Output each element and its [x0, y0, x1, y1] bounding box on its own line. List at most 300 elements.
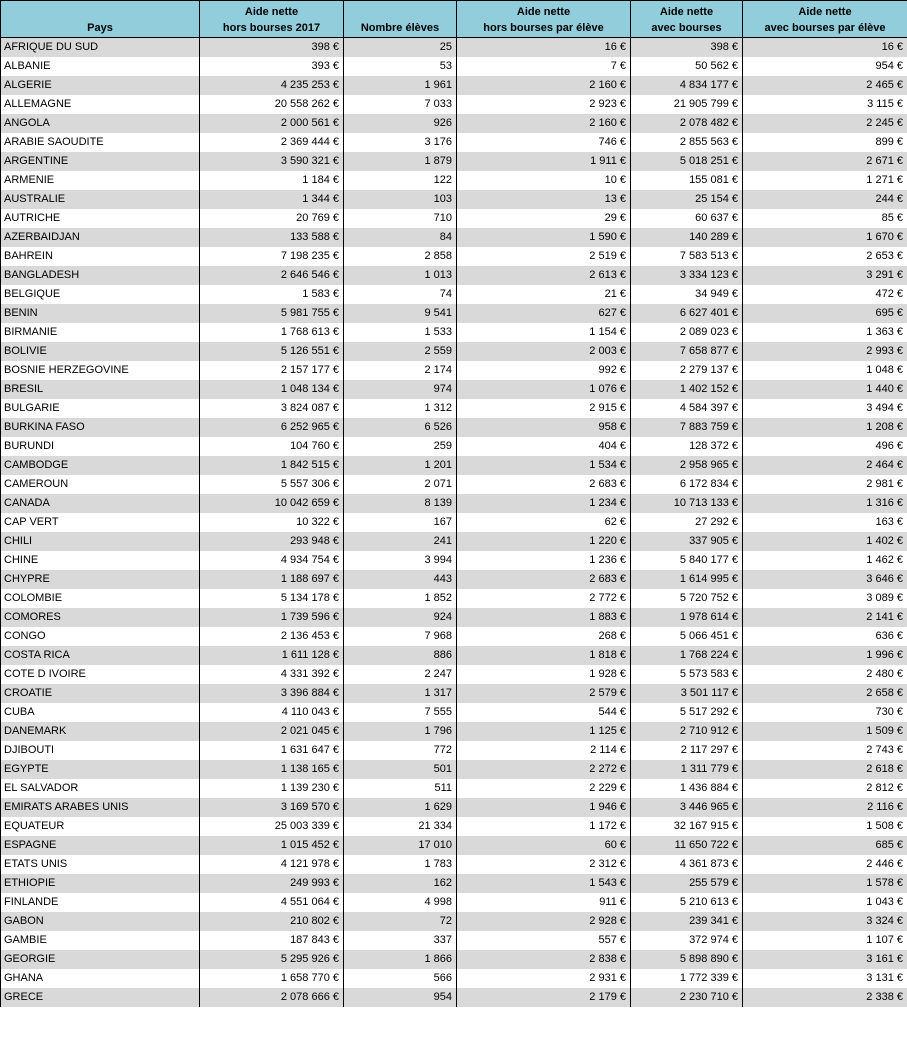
cell-pays: BURKINA FASO: [1, 418, 200, 437]
cell-aide-avec-bourses-par-eleve: 2 116 €: [743, 798, 907, 817]
cell-aide-hors-bourses: 1 583 €: [200, 285, 344, 304]
table-row: [1, 323, 907, 342]
cell-aide-avec-bourses: 239 341 €: [631, 912, 743, 931]
cell-pays: ETATS UNIS: [1, 855, 200, 874]
table-row: [1, 855, 907, 874]
cell-aide-avec-bourses-par-eleve: 1 107 €: [743, 931, 907, 950]
cell-nombre-eleves: 772: [344, 741, 457, 760]
table-row: [1, 798, 907, 817]
cell-aide-avec-bourses-par-eleve: 472 €: [743, 285, 907, 304]
cell-aide-hors-bourses: 1 188 697 €: [200, 570, 344, 589]
cell-pays: BULGARIE: [1, 399, 200, 418]
cell-aide-hors-bourses: 6 252 965 €: [200, 418, 344, 437]
table-row: [1, 228, 907, 247]
cell-aide-avec-bourses-par-eleve: 2 743 €: [743, 741, 907, 760]
cell-aide-avec-bourses: 5 898 890 €: [631, 950, 743, 969]
cell-aide-avec-bourses: 1 772 339 €: [631, 969, 743, 988]
cell-aide-hors-bourses: 25 003 339 €: [200, 817, 344, 836]
cell-nombre-eleves: 974: [344, 380, 457, 399]
cell-aide-hors-bourses-par-eleve: 2 179 €: [457, 988, 631, 1007]
cell-aide-avec-bourses: 25 154 €: [631, 190, 743, 209]
table-row: [1, 209, 907, 228]
cell-aide-hors-bourses: 210 802 €: [200, 912, 344, 931]
cell-aide-avec-bourses: 21 905 799 €: [631, 95, 743, 114]
cell-aide-hors-bourses-par-eleve: 29 €: [457, 209, 631, 228]
cell-aide-avec-bourses-par-eleve: 2 812 €: [743, 779, 907, 798]
cell-aide-hors-bourses: 3 396 884 €: [200, 684, 344, 703]
cell-nombre-eleves: 1 783: [344, 855, 457, 874]
cell-aide-hors-bourses: 2 157 177 €: [200, 361, 344, 380]
cell-pays: BANGLADESH: [1, 266, 200, 285]
table-row: [1, 836, 907, 855]
cell-aide-avec-bourses: 255 579 €: [631, 874, 743, 893]
cell-pays: COLOMBIE: [1, 589, 200, 608]
cell-pays: BIRMANIE: [1, 323, 200, 342]
cell-aide-hors-bourses-par-eleve: 1 928 €: [457, 665, 631, 684]
cell-pays: CAMBODGE: [1, 456, 200, 475]
cell-nombre-eleves: 337: [344, 931, 457, 950]
cell-aide-avec-bourses-par-eleve: 1 271 €: [743, 171, 907, 190]
cell-aide-avec-bourses-par-eleve: 695 €: [743, 304, 907, 323]
header-aide-avec-bourses-par-eleve: [743, 1, 907, 38]
header-line-1: Aide nette: [244, 6, 299, 18]
cell-pays: EGYPTE: [1, 760, 200, 779]
cell-aide-hors-bourses-par-eleve: 2 915 €: [457, 399, 631, 418]
table-row: [1, 133, 907, 152]
table-row: [1, 380, 907, 399]
cell-aide-avec-bourses-par-eleve: 2 993 €: [743, 342, 907, 361]
table-row: [1, 399, 907, 418]
cell-aide-hors-bourses-par-eleve: 2 272 €: [457, 760, 631, 779]
cell-aide-hors-bourses: 5 126 551 €: [200, 342, 344, 361]
cell-aide-hors-bourses-par-eleve: 958 €: [457, 418, 631, 437]
cell-aide-hors-bourses: 3 169 570 €: [200, 798, 344, 817]
cell-nombre-eleves: 924: [344, 608, 457, 627]
cell-pays: CHYPRE: [1, 570, 200, 589]
cell-aide-avec-bourses: 140 289 €: [631, 228, 743, 247]
cell-aide-avec-bourses-par-eleve: 2 465 €: [743, 76, 907, 95]
cell-nombre-eleves: 241: [344, 532, 457, 551]
cell-aide-hors-bourses-par-eleve: 544 €: [457, 703, 631, 722]
cell-pays: CUBA: [1, 703, 200, 722]
cell-pays: BOLIVIE: [1, 342, 200, 361]
cell-aide-hors-bourses-par-eleve: 1 125 €: [457, 722, 631, 741]
cell-aide-avec-bourses: 3 446 965 €: [631, 798, 743, 817]
cell-nombre-eleves: 167: [344, 513, 457, 532]
cell-aide-hors-bourses-par-eleve: 2 683 €: [457, 475, 631, 494]
cell-pays: ALLEMAGNE: [1, 95, 200, 114]
cell-aide-avec-bourses-par-eleve: 1 462 €: [743, 551, 907, 570]
table-row: [1, 361, 907, 380]
table-row: [1, 475, 907, 494]
table-row: [1, 57, 907, 76]
header-line-2: avec bourses: [651, 22, 722, 34]
cell-aide-hors-bourses: 5 134 178 €: [200, 589, 344, 608]
cell-pays: GHANA: [1, 969, 200, 988]
table-row: [1, 627, 907, 646]
cell-aide-hors-bourses: 4 934 754 €: [200, 551, 344, 570]
cell-pays: COMORES: [1, 608, 200, 627]
header-line-1: [346, 4, 454, 20]
cell-aide-avec-bourses: 2 078 482 €: [631, 114, 743, 133]
cell-pays: AZERBAIDJAN: [1, 228, 200, 247]
cell-aide-hors-bourses: 393 €: [200, 57, 344, 76]
cell-nombre-eleves: 7 033: [344, 95, 457, 114]
table-row: [1, 589, 907, 608]
cell-aide-hors-bourses-par-eleve: 2 931 €: [457, 969, 631, 988]
cell-nombre-eleves: 710: [344, 209, 457, 228]
cell-pays: FINLANDE: [1, 893, 200, 912]
header-line-1: [3, 4, 197, 20]
cell-aide-avec-bourses-par-eleve: 636 €: [743, 627, 907, 646]
cell-aide-hors-bourses: 1 658 770 €: [200, 969, 344, 988]
cell-nombre-eleves: 1 961: [344, 76, 457, 95]
cell-aide-hors-bourses: 10 042 659 €: [200, 494, 344, 513]
table-row: [1, 266, 907, 285]
cell-nombre-eleves: 3 176: [344, 133, 457, 152]
cell-aide-avec-bourses-par-eleve: 3 089 €: [743, 589, 907, 608]
cell-aide-hors-bourses-par-eleve: 2 923 €: [457, 95, 631, 114]
cell-aide-hors-bourses: 1 139 230 €: [200, 779, 344, 798]
cell-aide-avec-bourses-par-eleve: 1 048 €: [743, 361, 907, 380]
cell-aide-hors-bourses-par-eleve: 2 579 €: [457, 684, 631, 703]
cell-aide-hors-bourses: 5 295 926 €: [200, 950, 344, 969]
cell-nombre-eleves: 511: [344, 779, 457, 798]
cell-aide-hors-bourses: 7 198 235 €: [200, 247, 344, 266]
cell-aide-avec-bourses-par-eleve: 3 161 €: [743, 950, 907, 969]
cell-aide-avec-bourses-par-eleve: 1 043 €: [743, 893, 907, 912]
cell-pays: BELGIQUE: [1, 285, 200, 304]
table-row: [1, 171, 907, 190]
cell-aide-hors-bourses-par-eleve: 1 154 €: [457, 323, 631, 342]
cell-nombre-eleves: 2 174: [344, 361, 457, 380]
cell-aide-avec-bourses: 1 978 614 €: [631, 608, 743, 627]
cell-pays: BRESIL: [1, 380, 200, 399]
cell-aide-hors-bourses: 2 000 561 €: [200, 114, 344, 133]
table-row: [1, 285, 907, 304]
cell-aide-hors-bourses-par-eleve: 1 534 €: [457, 456, 631, 475]
cell-aide-avec-bourses: 5 210 613 €: [631, 893, 743, 912]
cell-pays: BURUNDI: [1, 437, 200, 456]
cell-aide-avec-bourses: 7 583 513 €: [631, 247, 743, 266]
cell-pays: CAP VERT: [1, 513, 200, 532]
table-row: [1, 760, 907, 779]
cell-aide-hors-bourses-par-eleve: 21 €: [457, 285, 631, 304]
cell-aide-hors-bourses: 4 121 978 €: [200, 855, 344, 874]
table-row: [1, 874, 907, 893]
cell-aide-hors-bourses: 4 551 064 €: [200, 893, 344, 912]
cell-aide-hors-bourses: 2 646 546 €: [200, 266, 344, 285]
header-aide-avec-bourses: [631, 1, 743, 38]
cell-aide-avec-bourses: 1 768 224 €: [631, 646, 743, 665]
table-row: [1, 76, 907, 95]
table-row: [1, 114, 907, 133]
cell-aide-hors-bourses: 2 021 045 €: [200, 722, 344, 741]
cell-aide-avec-bourses-par-eleve: 3 494 €: [743, 399, 907, 418]
table-row: [1, 304, 907, 323]
cell-aide-avec-bourses-par-eleve: 1 316 €: [743, 494, 907, 513]
cell-pays: CROATIE: [1, 684, 200, 703]
cell-nombre-eleves: 2 858: [344, 247, 457, 266]
table-row: [1, 741, 907, 760]
cell-aide-avec-bourses-par-eleve: 496 €: [743, 437, 907, 456]
cell-aide-hors-bourses-par-eleve: 746 €: [457, 133, 631, 152]
cell-pays: DJIBOUTI: [1, 741, 200, 760]
cell-aide-avec-bourses: 2 230 710 €: [631, 988, 743, 1007]
cell-nombre-eleves: 1 852: [344, 589, 457, 608]
cell-aide-hors-bourses: 5 557 306 €: [200, 475, 344, 494]
cell-nombre-eleves: 25: [344, 38, 457, 58]
table-row: [1, 494, 907, 513]
cell-aide-avec-bourses-par-eleve: 2 338 €: [743, 988, 907, 1007]
cell-nombre-eleves: 2 247: [344, 665, 457, 684]
cell-aide-hors-bourses: 5 981 755 €: [200, 304, 344, 323]
cell-aide-avec-bourses-par-eleve: 730 €: [743, 703, 907, 722]
cell-aide-hors-bourses-par-eleve: 2 519 €: [457, 247, 631, 266]
cell-aide-avec-bourses-par-eleve: 2 464 €: [743, 456, 907, 475]
cell-aide-hors-bourses: 1 048 134 €: [200, 380, 344, 399]
cell-aide-avec-bourses: 2 089 023 €: [631, 323, 743, 342]
cell-aide-avec-bourses: 3 501 117 €: [631, 684, 743, 703]
cell-nombre-eleves: 1 796: [344, 722, 457, 741]
cell-aide-avec-bourses: 5 018 251 €: [631, 152, 743, 171]
cell-pays: GABON: [1, 912, 200, 931]
cell-aide-avec-bourses: 2 279 137 €: [631, 361, 743, 380]
cell-nombre-eleves: 74: [344, 285, 457, 304]
cell-aide-hors-bourses-par-eleve: 911 €: [457, 893, 631, 912]
cell-nombre-eleves: 1 629: [344, 798, 457, 817]
cell-aide-hors-bourses: 2 369 444 €: [200, 133, 344, 152]
cell-aide-hors-bourses: 1 138 165 €: [200, 760, 344, 779]
cell-aide-avec-bourses: 2 710 912 €: [631, 722, 743, 741]
table-row: [1, 95, 907, 114]
cell-pays: BOSNIE HERZEGOVINE: [1, 361, 200, 380]
table-row: [1, 608, 907, 627]
cell-pays: ARABIE SAOUDITE: [1, 133, 200, 152]
table-row: [1, 703, 907, 722]
cell-nombre-eleves: 566: [344, 969, 457, 988]
cell-nombre-eleves: 954: [344, 988, 457, 1007]
table-row: [1, 513, 907, 532]
table-row: [1, 912, 907, 931]
cell-pays: COTE D IVOIRE: [1, 665, 200, 684]
cell-aide-hors-bourses: 249 993 €: [200, 874, 344, 893]
header-line-1: Aide nette: [659, 6, 714, 18]
cell-aide-avec-bourses: 7 883 759 €: [631, 418, 743, 437]
cell-nombre-eleves: 1 312: [344, 399, 457, 418]
cell-aide-avec-bourses: 6 172 834 €: [631, 475, 743, 494]
table-row: [1, 779, 907, 798]
cell-aide-hors-bourses-par-eleve: 13 €: [457, 190, 631, 209]
table-row: [1, 342, 907, 361]
table-row: [1, 247, 907, 266]
cell-aide-hors-bourses-par-eleve: 16 €: [457, 38, 631, 58]
cell-aide-avec-bourses: 5 840 177 €: [631, 551, 743, 570]
header-line-2: Nombre élèves: [360, 22, 440, 34]
cell-pays: GEORGIE: [1, 950, 200, 969]
header-line-2: hors bourses par élève: [483, 22, 604, 34]
cell-aide-hors-bourses: 4 331 392 €: [200, 665, 344, 684]
cell-nombre-eleves: 1 879: [344, 152, 457, 171]
cell-aide-avec-bourses-par-eleve: 2 618 €: [743, 760, 907, 779]
cell-pays: DANEMARK: [1, 722, 200, 741]
cell-aide-hors-bourses: 4 110 043 €: [200, 703, 344, 722]
cell-aide-hors-bourses-par-eleve: 404 €: [457, 437, 631, 456]
cell-aide-avec-bourses-par-eleve: 244 €: [743, 190, 907, 209]
cell-nombre-eleves: 1 013: [344, 266, 457, 285]
cell-aide-hors-bourses-par-eleve: 2 003 €: [457, 342, 631, 361]
cell-aide-hors-bourses-par-eleve: 1 883 €: [457, 608, 631, 627]
cell-nombre-eleves: 3 994: [344, 551, 457, 570]
table-row: [1, 969, 907, 988]
cell-aide-avec-bourses-par-eleve: 2 671 €: [743, 152, 907, 171]
cell-nombre-eleves: 84: [344, 228, 457, 247]
cell-aide-hors-bourses-par-eleve: 1 818 €: [457, 646, 631, 665]
cell-nombre-eleves: 7 968: [344, 627, 457, 646]
cell-aide-hors-bourses: 1 015 452 €: [200, 836, 344, 855]
cell-aide-avec-bourses: 1 402 152 €: [631, 380, 743, 399]
cell-aide-avec-bourses-par-eleve: 1 508 €: [743, 817, 907, 836]
cell-pays: EL SALVADOR: [1, 779, 200, 798]
header-aide-hors-bourses-par-eleve: [457, 1, 631, 38]
cell-aide-avec-bourses: 3 334 123 €: [631, 266, 743, 285]
cell-aide-avec-bourses: 5 573 583 €: [631, 665, 743, 684]
cell-aide-hors-bourses-par-eleve: 2 160 €: [457, 114, 631, 133]
cell-aide-hors-bourses-par-eleve: 1 946 €: [457, 798, 631, 817]
cell-aide-avec-bourses: 372 974 €: [631, 931, 743, 950]
cell-nombre-eleves: 1 201: [344, 456, 457, 475]
cell-nombre-eleves: 4 998: [344, 893, 457, 912]
cell-aide-hors-bourses: 1 768 613 €: [200, 323, 344, 342]
table-row: [1, 190, 907, 209]
cell-aide-avec-bourses-par-eleve: 1 670 €: [743, 228, 907, 247]
cell-pays: AUTRICHE: [1, 209, 200, 228]
cell-aide-avec-bourses-par-eleve: 1 509 €: [743, 722, 907, 741]
table-row: [1, 950, 907, 969]
cell-pays: EQUATEUR: [1, 817, 200, 836]
cell-aide-hors-bourses-par-eleve: 1 172 €: [457, 817, 631, 836]
cell-aide-avec-bourses: 1 436 884 €: [631, 779, 743, 798]
cell-pays: GRECE: [1, 988, 200, 1007]
cell-aide-avec-bourses-par-eleve: 3 646 €: [743, 570, 907, 589]
cell-aide-hors-bourses-par-eleve: 557 €: [457, 931, 631, 950]
cell-aide-hors-bourses: 1 842 515 €: [200, 456, 344, 475]
cell-aide-avec-bourses: 50 562 €: [631, 57, 743, 76]
cell-pays: CONGO: [1, 627, 200, 646]
cell-nombre-eleves: 9 541: [344, 304, 457, 323]
table-row: [1, 817, 907, 836]
cell-aide-hors-bourses-par-eleve: 268 €: [457, 627, 631, 646]
cell-pays: ALGERIE: [1, 76, 200, 95]
header-line-2: avec bourses par élève: [764, 22, 886, 34]
cell-aide-avec-bourses: 6 627 401 €: [631, 304, 743, 323]
cell-aide-hors-bourses-par-eleve: 1 234 €: [457, 494, 631, 513]
cell-aide-avec-bourses: 4 584 397 €: [631, 399, 743, 418]
cell-aide-hors-bourses: 187 843 €: [200, 931, 344, 950]
cell-aide-hors-bourses-par-eleve: 627 €: [457, 304, 631, 323]
cell-aide-hors-bourses: 104 760 €: [200, 437, 344, 456]
cell-pays: BENIN: [1, 304, 200, 323]
cell-aide-hors-bourses: 3 824 087 €: [200, 399, 344, 418]
table-row: [1, 665, 907, 684]
table-row: [1, 722, 907, 741]
table-row: [1, 456, 907, 475]
cell-aide-avec-bourses: 2 855 563 €: [631, 133, 743, 152]
cell-nombre-eleves: 1 317: [344, 684, 457, 703]
cell-aide-avec-bourses-par-eleve: 2 653 €: [743, 247, 907, 266]
cell-pays: CAMEROUN: [1, 475, 200, 494]
cell-aide-avec-bourses-par-eleve: 3 115 €: [743, 95, 907, 114]
table-row: [1, 418, 907, 437]
cell-aide-avec-bourses: 337 905 €: [631, 532, 743, 551]
cell-aide-avec-bourses: 32 167 915 €: [631, 817, 743, 836]
cell-aide-hors-bourses-par-eleve: 10 €: [457, 171, 631, 190]
cell-aide-hors-bourses-par-eleve: 7 €: [457, 57, 631, 76]
table-row: [1, 646, 907, 665]
cell-aide-avec-bourses: 1 311 779 €: [631, 760, 743, 779]
cell-aide-avec-bourses: 4 361 873 €: [631, 855, 743, 874]
cell-pays: AFRIQUE DU SUD: [1, 38, 200, 58]
cell-pays: ANGOLA: [1, 114, 200, 133]
cell-aide-hors-bourses: 1 739 596 €: [200, 608, 344, 627]
header-pays: [1, 1, 200, 38]
cell-aide-hors-bourses: 293 948 €: [200, 532, 344, 551]
cell-nombre-eleves: 122: [344, 171, 457, 190]
cell-aide-hors-bourses: 1 611 128 €: [200, 646, 344, 665]
cell-aide-avec-bourses: 34 949 €: [631, 285, 743, 304]
cell-aide-hors-bourses: 10 322 €: [200, 513, 344, 532]
cell-aide-avec-bourses-par-eleve: 1 440 €: [743, 380, 907, 399]
cell-aide-hors-bourses-par-eleve: 1 590 €: [457, 228, 631, 247]
cell-aide-avec-bourses-par-eleve: 1 363 €: [743, 323, 907, 342]
cell-aide-hors-bourses-par-eleve: 1 076 €: [457, 380, 631, 399]
cell-aide-hors-bourses-par-eleve: 2 114 €: [457, 741, 631, 760]
cell-nombre-eleves: 926: [344, 114, 457, 133]
cell-aide-avec-bourses-par-eleve: 954 €: [743, 57, 907, 76]
cell-aide-hors-bourses-par-eleve: 2 613 €: [457, 266, 631, 285]
cell-aide-hors-bourses: 1 184 €: [200, 171, 344, 190]
cell-aide-avec-bourses-par-eleve: 3 291 €: [743, 266, 907, 285]
cell-aide-hors-bourses-par-eleve: 2 683 €: [457, 570, 631, 589]
cell-aide-avec-bourses: 128 372 €: [631, 437, 743, 456]
cell-pays: ARGENTINE: [1, 152, 200, 171]
cell-aide-hors-bourses: 3 590 321 €: [200, 152, 344, 171]
cell-pays: CANADA: [1, 494, 200, 513]
cell-aide-avec-bourses: 2 958 965 €: [631, 456, 743, 475]
cell-pays: ALBANIE: [1, 57, 200, 76]
cell-aide-hors-bourses-par-eleve: 2 838 €: [457, 950, 631, 969]
table-row: [1, 931, 907, 950]
cell-aide-avec-bourses-par-eleve: 1 996 €: [743, 646, 907, 665]
cell-nombre-eleves: 21 334: [344, 817, 457, 836]
cell-aide-avec-bourses-par-eleve: 2 141 €: [743, 608, 907, 627]
cell-pays: AUSTRALIE: [1, 190, 200, 209]
cell-aide-hors-bourses-par-eleve: 2 229 €: [457, 779, 631, 798]
cell-aide-avec-bourses-par-eleve: 2 245 €: [743, 114, 907, 133]
cell-aide-hors-bourses: 133 588 €: [200, 228, 344, 247]
cell-aide-avec-bourses-par-eleve: 1 578 €: [743, 874, 907, 893]
cell-aide-avec-bourses-par-eleve: 2 480 €: [743, 665, 907, 684]
cell-pays: CHINE: [1, 551, 200, 570]
cell-nombre-eleves: 1 533: [344, 323, 457, 342]
cell-aide-avec-bourses-par-eleve: 2 446 €: [743, 855, 907, 874]
cell-pays: BAHREIN: [1, 247, 200, 266]
cell-pays: COSTA RICA: [1, 646, 200, 665]
header-aide-hors-bourses: [200, 1, 344, 38]
cell-nombre-eleves: 72: [344, 912, 457, 931]
cell-aide-hors-bourses-par-eleve: 2 160 €: [457, 76, 631, 95]
cell-aide-avec-bourses: 398 €: [631, 38, 743, 58]
